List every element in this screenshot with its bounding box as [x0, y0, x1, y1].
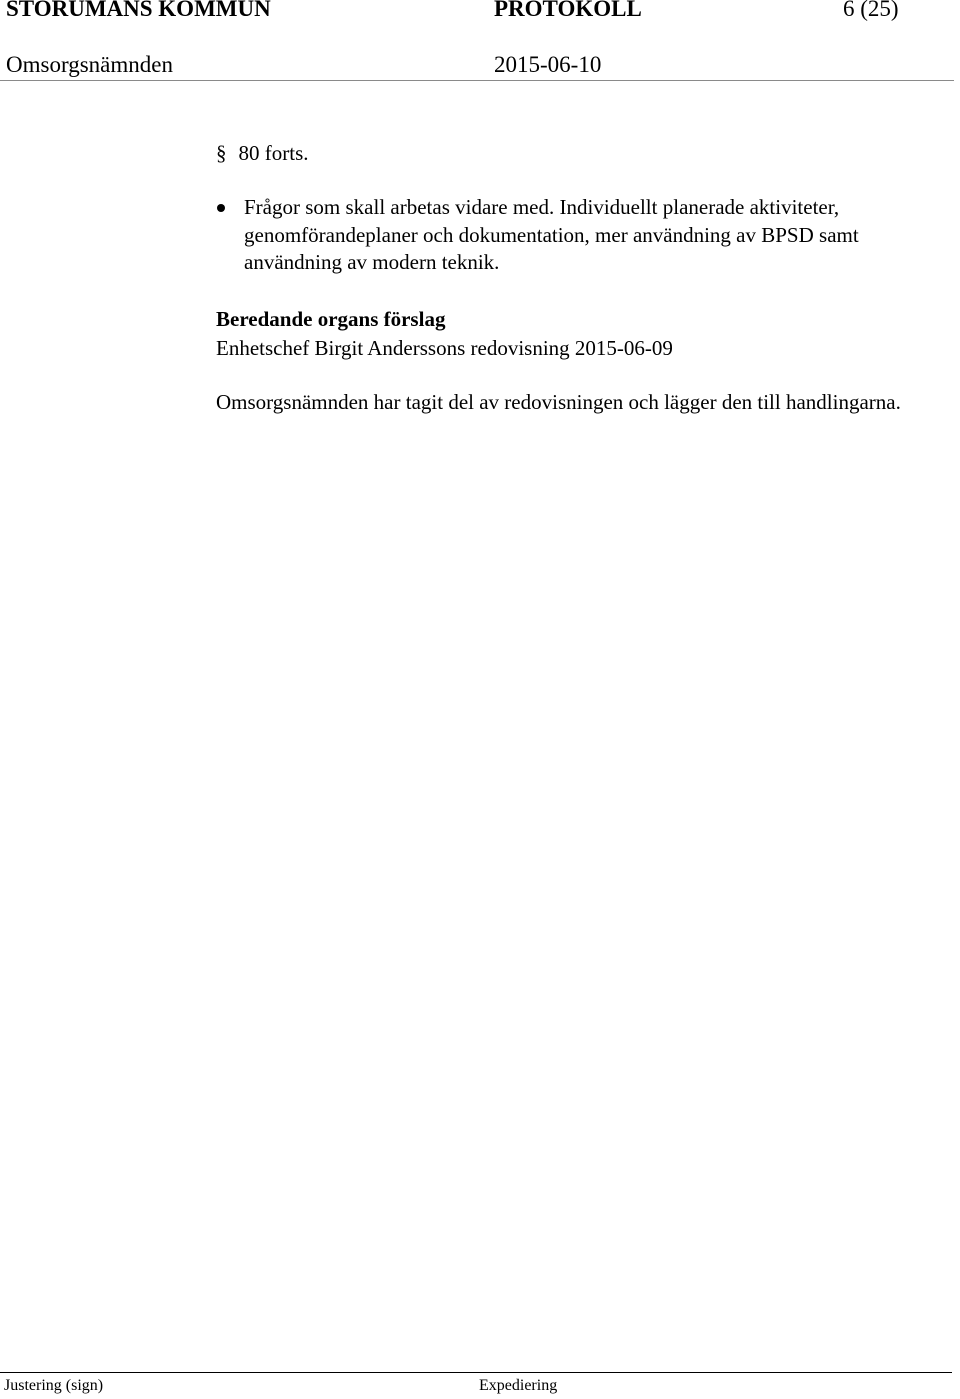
section-symbol: § [216, 141, 227, 165]
organization-name: STORUMANS KOMMUN [6, 0, 271, 21]
bullet-item: Frågor som skall arbetas vidare med. Individuellt planerade aktiviteter, genomförandeplaner och dokumentation, mer användning av BPSD samt användning av modern teknik. [244, 195, 859, 274]
header-divider [0, 80, 954, 81]
committee-name: Omsorgsnämnden [6, 52, 173, 77]
page-number: 6 (25) [843, 0, 899, 21]
proposal-text: Enhetschef Birgit Anderssons redovisning 2015-06-09 [216, 336, 673, 360]
decision-text: Omsorgsnämnden har tagit del av redovisningen och lägger den till handlingarna. [216, 390, 901, 414]
signature-label: Justering (sign) [4, 1377, 104, 1394]
proposal-heading: Beredande organs förslag [216, 307, 446, 331]
section-reference [216, 139, 309, 168]
document-type: PROTOKOLL [494, 0, 642, 21]
bullet-icon [217, 204, 225, 212]
section-label: 80 forts. [238, 141, 309, 165]
meeting-date: 2015-06-10 [494, 52, 602, 77]
footer-divider [0, 1372, 952, 1373]
dispatch-label: Expediering [479, 1377, 558, 1394]
